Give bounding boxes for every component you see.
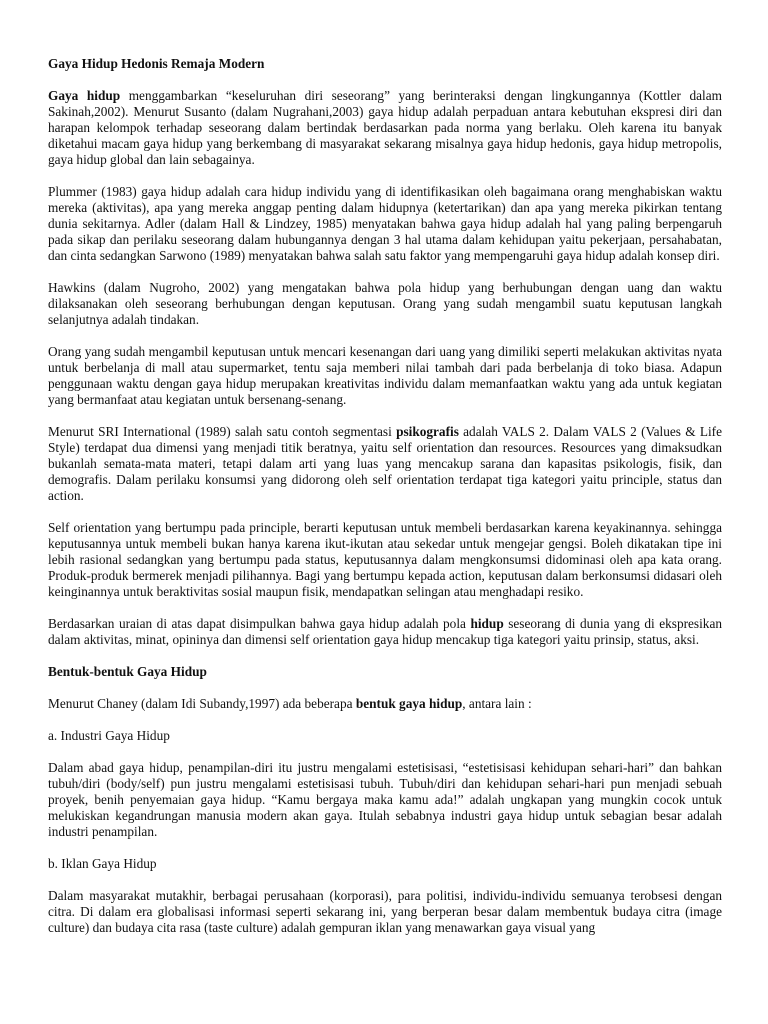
paragraph-text: menggambarkan “keseluruhan diri seseorang” yang berinteraksi dengan lingkungannya (Kottler dalam Sakinah,2002). Menurut Susanto (dalam Nugrahani,2003) gaya hidup adalah perpaduan antara kebutuhan ekspresi diri dan harapan kelompok terhadap seseorang dalam bertindak berdasarkan pada norma yang berlaku. Oleh karena itu banyak diketahui macam gaya hidup yang berkembang di masyarakat sekarang misalnya gaya hidup hedonis, gaya hidup metropolis, gaya hidup global dan lain sebagainya. [48, 88, 722, 167]
paragraph-industri-gaya-hidup: Dalam abad gaya hidup, penampilan-diri itu justru mengalami estetisisasi, “estetisisasi kehidupan sehari-hari” dan bahkan tubuh/diri (body/self) pun justru mengalami estetisisasi tubuh. Tubuh/diri dan kehidupan sehari-hari pun menjadi sebuah proyek, benih penyemaian gaya hidup. “Kamu bergaya maka kamu ada!” adalah ungkapan yang mungkin cocok untuk melukiskan kegandrungan manusia modern akan gaya. Itulah sebabnya industri gaya hidup untuk sebagian besar adalah industri penampilan. [48, 760, 722, 839]
bold-term: bentuk gaya hidup [355, 696, 463, 711]
paragraph-iklan-gaya-hidup: Dalam masyarakat mutakhir, berbagai perusahaan (korporasi), para politisi, individu-individu semuanya terobsesi dengan citra. Di dalam era globalisasi informasi seperti sekarang ini, yang berperan besar dalam membentuk budaya citra (image culture) dan budaya cita rasa (taste culture) adalah gempuran iklan yang menawarkan gaya visual yang [48, 888, 722, 935]
paragraph-text: Menurut SRI International (1989) salah satu contoh segmentasi [48, 424, 397, 439]
bold-term: hidup [470, 616, 504, 631]
paragraph-text: seseorang di dunia yang di ekspresikan dalam aktivitas, minat, opininya dan dimensi self orientation gaya hidup mencakup tiga kategori yaitu prinsip, status, aksi. [48, 616, 723, 647]
bold-term: psikografis [396, 424, 459, 439]
paragraph-plummer: Plummer (1983) gaya hidup adalah cara hidup individu yang di identifikasikan oleh bagaimana orang menghabiskan waktu mereka (aktivitas), apa yang mereka anggap penting dalam hidupnya (ketertarikan) dan apa yang mereka pikirkan tentang dunia sekitarnya. Adler (dalam Hall & Lindzey, 1985) menyatakan bahwa gaya hidup adalah hal yang paling berpengaruh pada sikap dan perilaku seseorang dalam hubungannya dengan 3 hal utama dalam kehidupan yaitu pekerjaan, persahabatan, dan cinta sedangkan Sarwono (1989) menyatakan bahwa salah satu faktor yang mempengaruhi gaya hidup adalah konsep diri. [48, 184, 722, 263]
paragraph-text: Menurut Chaney (dalam Idi Subandy,1997) ada beberapa [48, 696, 356, 711]
bold-term: Gaya hidup [48, 88, 121, 103]
paragraph-text: adalah VALS 2. Dalam VALS 2 (Values & Life Style) terdapat dua dimensi yang menjadi titik beratnya, yaitu self orientation dan resources. Resources yang dimaksudkan bukanlah semata-mata materi, tetapi dalam arti yang luas yang mencakup sarana dan kapasitas psikologis, fisik, dan demografis. Dalam perilaku konsumsi yang didorong oleh self orientation terdapat tiga kategori yaitu principle, status dan action. [48, 424, 722, 503]
paragraph-hawkins: Hawkins (dalam Nugroho, 2002) yang mengatakan bahwa pola hidup yang berhubungan dengan uang dan waktu dilaksanakan oleh seseorang berhubungan dengan keputusan. Orang yang sudah mengambil suatu keputusan langkah selanjutnya adalah tindakan. [48, 280, 722, 327]
paragraph-self-orientation: Self orientation yang bertumpu pada principle, berarti keputusan untuk membeli berdasarkan karena keyakinannya. sehingga keputusannya untuk membeli bukan hanya karena ikut-ikutan atau sekedar untuk mengejar gengsi. Boleh dikatakan tipe ini lebih rasional sedangkan yang bertumpu pada status, keputusannya dalam mengkonsumsi didominasi oleh apa kata orang. Produk-produk bermerek menjadi pilihannya. Bagi yang bertumpu kepada action, keputusan dalam berkonsumsi didasari oleh keinginannya untuk beraktivitas sosial maupun fisik, mendapatkan selingan atau menghadapi resiko. [48, 520, 722, 599]
paragraph-text: , antara lain : [462, 696, 532, 711]
paragraph-text: Berdasarkan uraian di atas dapat disimpulkan bahwa gaya hidup adalah pola [48, 616, 471, 631]
subsection-heading-b: b. Iklan Gaya Hidup [48, 856, 157, 871]
section-heading: Bentuk-bentuk Gaya Hidup [48, 664, 207, 679]
paragraph-chaney [48, 696, 722, 712]
subsection-heading-a: a. Industri Gaya Hidup [48, 728, 170, 743]
paragraph-sri-international [48, 424, 722, 504]
paragraph-gaya-hidup-definition [48, 88, 722, 168]
document-page [48, 56, 722, 952]
paragraph-decision: Orang yang sudah mengambil keputusan untuk mencari kesenangan dari uang yang dimiliki seperti melakukan aktivitas nyata untuk berbelanja di mall atau supermarket, tentu saja memberi nilai tambah dari pada berbelanja di toko biasa. Adapun penggunaan waktu dengan gaya hidup merupakan kreativitas individu dalam memanfaatkan waktu yang ada untuk kegiatan yang bermanfaat atau kegiatan untuk bersenang-senang. [48, 344, 722, 407]
document-title: Gaya Hidup Hedonis Remaja Modern [48, 56, 265, 71]
paragraph-conclusion [48, 616, 722, 648]
